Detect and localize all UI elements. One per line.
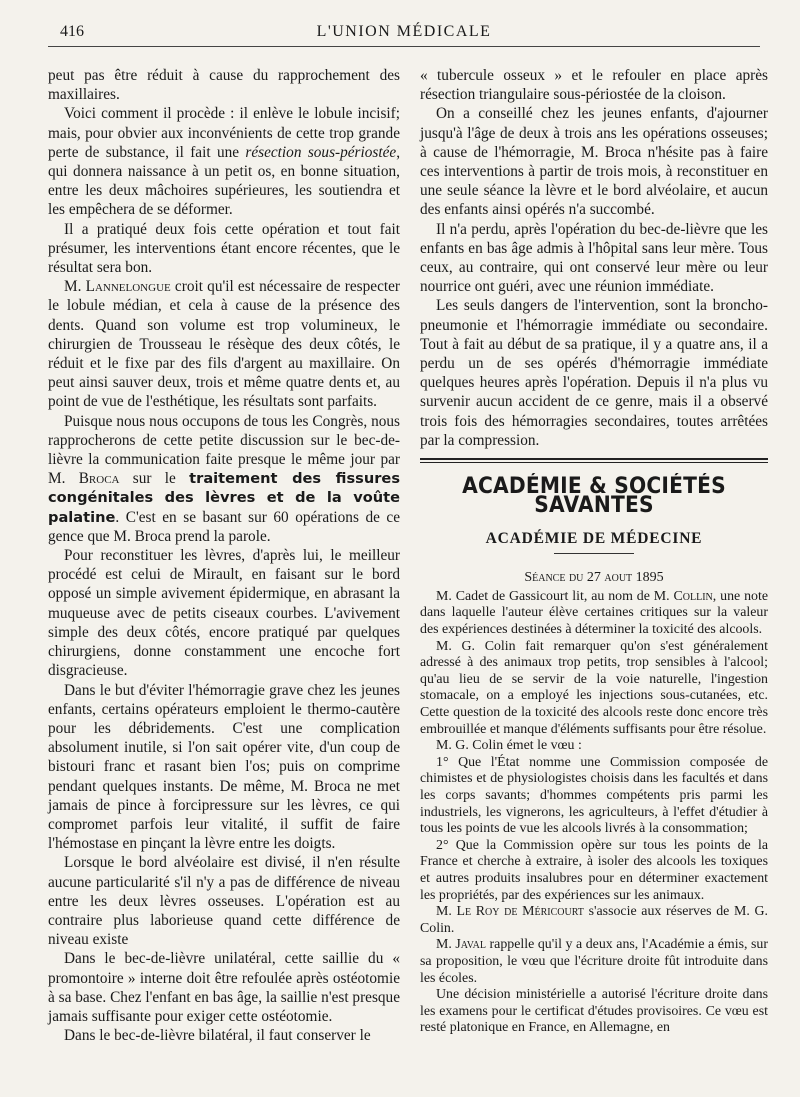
author-name: Lannelongue: [85, 278, 171, 296]
paragraph: Voici comment il procède : il enlève le lobule incisif; mais, pour obvier aux inconvénients de cette trop grande perte de substance, il fait une résection sous-périostée, qui donnera naissance à un petit os, en bonne situation, entre les deux mâchoires supérieures, les soutiendra et les empêchera de se déformer.: [48, 105, 401, 219]
author-name: Le Roy de Méricourt: [456, 904, 584, 920]
paragraph: M. Lannelongue croit qu'il est nécessaire de respecter le lobule médian, et cela à cause de la présence des dents. Quand son volume est trop volumineux, le chirurgien de Trousseau le résèque des deux côtés, le réduit et le fixe par des fils d'argent au maxillaire. On peut ainsi sauver deux, trois et même quatre dents et, au point de vue de l'esthétique, les résultats sont parfaits.: [48, 278, 400, 411]
paragraph: M. Le Roy de Méricourt s'associe aux réserves de M. G. Colin.: [420, 904, 768, 936]
paragraph: M. Javal rappelle qu'il y a deux ans, l'Académie a émis, sur sa proposition, le vœu que l'écriture droite fût introduite dans les écoles.: [420, 937, 769, 986]
paragraph: Il a pratiqué deux fois cette opération et tout fait présumer, les interventions étant encore récentes, que le résultat sera bon.: [48, 220, 400, 277]
paragraph: peut pas être réduit à cause du rapprochement des maxillaires.: [48, 67, 400, 104]
running-header: [48, 18, 760, 47]
paragraph: Il n'a perdu, après l'opération du bec-de-lièvre que les enfants en bas âge admis à l'hôpital sans leur mère. Tous ceux, au contraire, qui ont conservé leur mère ou leur nourrice ont guéri, avec une réunion immédiate.: [420, 220, 768, 296]
section-title: ACADÉMIE & SOCIÉTÉS SAVANTES: [462, 474, 726, 519]
right-column: [420, 66, 768, 1037]
paragraph: M. G. Colin émet le vœu :: [436, 738, 582, 754]
paragraph: Lorsque le bord alvéolaire est divisé, il n'en résulte aucune particularité s'il n'y a pas de différence de niveau entre les deux lèvres osseuses. L'opération est au contraire plus laborieuse quand cette différence de niveau existe: [48, 854, 400, 949]
paragraph: Les seuls dangers de l'intervention, sont la broncho-pneumonie et l'hémorragie immédiate ou secondaire. Tout à fait au début de sa pratique, il y a quatre ans, il a perdu un de ses opérés d'hémorragie immédiate quelques heures après l'opération. Depuis il n'a plus vu survenir aucun accident de ce genre, mais il a observé trois fois des hémorragies secondaires, toutes arrêtées par la compression.: [420, 297, 768, 449]
page-number: 416: [60, 23, 84, 40]
session-date: Séance du 27 aout 1895: [524, 569, 664, 585]
paragraph: On a conseillé chez les jeunes enfants, d'ajourner jusqu'à l'âge de deux à trois ans les opérations osseuses; à cause de l'hémorragie, M. Broca n'hésite pas à faire ces interventions à partir de trois mois, à reconstituer en une seule séance la lèvre et le bord alvéolaire, et aucun des enfants ainsi opérés n'a succombé.: [420, 105, 768, 219]
author-name: Broca: [78, 470, 120, 488]
author-name: Javal: [455, 937, 486, 953]
paragraph: 1° Que l'État nomme une Commission composée de chimistes et de physiologistes choisis dans les facultés et dans les corps savants; d'hommes compétents pris parmi les industriels, les vignerons, les agriculteurs, à l'effet d'étudier à tous les points de vue les alcools livrés à la consommation;: [420, 754, 768, 837]
paragraph: « tubercule osseux » et le refouler en place après résection triangulaire sous-périostée de la cloison.: [420, 67, 768, 104]
author-name: Collin: [673, 588, 713, 604]
session-report: [420, 589, 768, 1037]
paragraph: 2° Que la Commission opère sur tous les points de la France et cherche à extraire, à isoler des alcools les toxiques et autres produits insalubres pour en déterminer exactement les propriétés, par des expériences sur les animaux.: [420, 837, 768, 903]
paragraph: Une décision ministérielle a autorisé l'écriture droite dans les examens pour le certificat d'études provisoires. Ce vœu est resté platonique en France, en Allemagne, en: [420, 987, 768, 1036]
paragraph: M. G. Colin fait remarquer qu'on s'est généralement adressé à des animaux trop petits, trop sensibles à l'alcool; qu'au lieu de se servir de la voie naturelle, l'ingestion stomacale, on a employé les injections sous-cutanées, etc. Cette question de la toxicité des alcools reste donc encore très embrouillée et manque d'éléments suffisants pour être résolue.: [420, 638, 768, 737]
paragraph: Puisque nous nous occupons de tous les Congrès, nous rapprocherons de cette petite discussion sur le bec-de-lièvre la communication faite presque le même jour par M. Broca sur le traitement des fissures congénitales des lèvres et de la voûte palatine. C'est en se basant sur 60 opérations de ce gence que M. Broca prend la parole.: [48, 412, 401, 545]
paragraph: M. Cadet de Gassicourt lit, au nom de M. Collin, une note dans laquelle l'auteur élève certaines critiques sur la valeur des expériences destinées à déterminer la toxicité des alcools.: [420, 588, 768, 638]
paragraph: Dans le bec-de-lièvre bilatéral, il faut conserver le: [64, 1027, 371, 1045]
paragraph: Dans le but d'éviter l'hémorragie grave chez les jeunes enfants, certains opérateurs emploient le thermo-cautère pour les débridements. C'est une complication absolument inutile, si l'on sait opérer vite, d'un coup de bistouri franc et rasant bien l'os; puis on comprime pendant quelques instants. De même, M. Broca ne met jamais de pince à forcipressure sur les lèvres, ce qui compromet parfois leur vitalité, il suffit de faire l'hémostase en pinçant la lèvre entre les doigts.: [48, 681, 400, 853]
left-column: [48, 66, 400, 1045]
subsection-title: ACADÉMIE DE MÉDECINE: [485, 530, 703, 548]
paragraph: Dans le bec-de-lièvre unilatéral, cette saillie du « promontoire » interne doit être refoulée après ostéotomie à sa base. Chez l'enfant en bas âge, la saillie n'est presque jamais suffisante pour exiger cette ostéotomie.: [48, 950, 400, 1025]
bold-topic: traitement des fissures congénitales des lèvres et de la voûte palatine: [48, 470, 401, 526]
journal-title: L'UNION MÉDICALE: [316, 23, 492, 40]
paragraph: Pour reconstituer les lèvres, d'après lui, le meilleur procédé est celui de Mirault, en faisant sur le bord opposé un simple avivement épidermique, en abrasant la muqueuse avec de petits ciseaux courbes. L'avivement simple des deux côtés, encore pratiqué par quelques chirurgiens, donne constamment une encoche fort disgracieuse.: [48, 547, 400, 680]
section-divider: [420, 458, 768, 463]
short-divider: [554, 553, 634, 554]
